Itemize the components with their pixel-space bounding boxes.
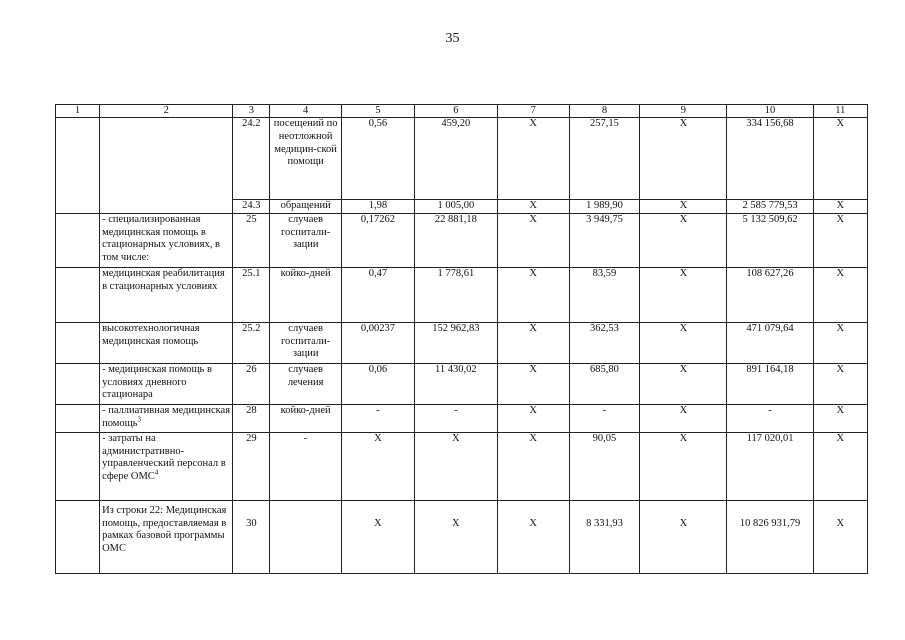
cell-col10: -: [727, 404, 813, 432]
cell-col10: 108 627,26: [727, 267, 813, 322]
cell-code: 24.2: [233, 118, 270, 200]
cell-col8: 362,53: [569, 322, 640, 363]
cell-col8: 90,05: [569, 432, 640, 500]
cell-code: 25.2: [233, 322, 270, 363]
cell-name: Из строки 22: Медицинская помощь, предоставляемая в рамках базовой программы ОМС: [100, 500, 233, 573]
column-header: 11: [813, 105, 867, 118]
cell-col5: 0,06: [342, 363, 415, 404]
cell-col6: 459,20: [414, 118, 497, 200]
cell-col6: 22 881,18: [414, 213, 497, 267]
cell-col11: X: [813, 213, 867, 267]
cell-col9: X: [640, 118, 727, 200]
cell-col1: [56, 500, 100, 573]
table-header-row: [56, 105, 868, 118]
cell-name: высокотехнологичная медицинская помощь: [100, 322, 233, 363]
cell-code: 26: [233, 363, 270, 404]
cell-code: 24.3: [233, 200, 270, 214]
column-header: 8: [569, 105, 640, 118]
cell-col9: X: [640, 404, 727, 432]
cell-col5: 0,47: [342, 267, 415, 322]
cell-col9: X: [640, 213, 727, 267]
cell-col11: X: [813, 200, 867, 214]
cell-unit: койко-дней: [270, 404, 342, 432]
cell-col11: X: [813, 404, 867, 432]
column-header: 3: [233, 105, 270, 118]
column-header: 4: [270, 105, 342, 118]
cell-col10: 891 164,18: [727, 363, 813, 404]
cell-unit: койко-дней: [270, 267, 342, 322]
cell-col7: X: [497, 500, 569, 573]
table-row: [56, 322, 868, 363]
cell-col1: [56, 267, 100, 322]
cell-code: 28: [233, 404, 270, 432]
cell-col10: 117 020,01: [727, 432, 813, 500]
cell-name: [100, 118, 233, 214]
column-header: 1: [56, 105, 100, 118]
cell-unit: случаев госпитали-зации: [270, 213, 342, 267]
column-header: 9: [640, 105, 727, 118]
cell-col9: X: [640, 322, 727, 363]
cell-col5: X: [342, 432, 415, 500]
cell-col6: 11 430,02: [414, 363, 497, 404]
data-table: [55, 104, 868, 574]
cell-col8: 257,15: [569, 118, 640, 200]
cell-col6: X: [414, 432, 497, 500]
cell-name-text: - паллиативная медицинская помощь: [102, 404, 231, 429]
cell-code: 30: [233, 500, 270, 573]
cell-col7: X: [497, 213, 569, 267]
cell-col9: X: [640, 363, 727, 404]
cell-unit: -: [270, 432, 342, 500]
cell-col1: [56, 363, 100, 404]
cell-name: [100, 432, 233, 500]
cell-col9: X: [640, 432, 727, 500]
cell-code: 25.1: [233, 267, 270, 322]
cell-col7: X: [497, 322, 569, 363]
cell-col6: -: [414, 404, 497, 432]
cell-name: [100, 404, 233, 432]
cell-unit: [270, 500, 342, 573]
cell-col9: X: [640, 500, 727, 573]
column-header: 6: [414, 105, 497, 118]
table-row: [56, 363, 868, 404]
cell-col1: [56, 213, 100, 267]
cell-col1: [56, 322, 100, 363]
cell-col5: 1,98: [342, 200, 415, 214]
table-row: [56, 404, 868, 432]
cell-col9: X: [640, 267, 727, 322]
cell-col11: X: [813, 118, 867, 200]
cell-col11: X: [813, 322, 867, 363]
cell-col10: 10 826 931,79: [727, 500, 813, 573]
cell-unit: посещений по неотложной медицин-ской помощи: [270, 118, 342, 200]
table-row: [56, 267, 868, 322]
column-header: 2: [100, 105, 233, 118]
cell-col11: X: [813, 267, 867, 322]
column-header: 5: [342, 105, 415, 118]
cell-col10: 471 079,64: [727, 322, 813, 363]
cell-col7: X: [497, 267, 569, 322]
table-row: [56, 213, 868, 267]
cell-name: - медицинская помощь в условиях дневного стационара: [100, 363, 233, 404]
cell-col11: X: [813, 500, 867, 573]
cell-col7: X: [497, 404, 569, 432]
column-header: 10: [727, 105, 813, 118]
cell-name: - специализированная медицинская помощь в стационарных условиях, в том числе:: [100, 213, 233, 267]
page-number: 35: [445, 31, 460, 46]
cell-col10: 334 156,68: [727, 118, 813, 200]
cell-col7: X: [497, 432, 569, 500]
cell-col5: -: [342, 404, 415, 432]
cell-col1: [56, 432, 100, 500]
cell-col6: 152 962,83: [414, 322, 497, 363]
cell-col7: X: [497, 200, 569, 214]
cell-col8: 1 989,90: [569, 200, 640, 214]
cell-unit: обращений: [270, 200, 342, 214]
cell-col10: 2 585 779,53: [727, 200, 813, 214]
cell-code: 25: [233, 213, 270, 267]
footnote-mark: 3: [137, 415, 142, 424]
cell-col7: X: [497, 363, 569, 404]
cell-col8: 3 949,75: [569, 213, 640, 267]
cell-col5: 0,56: [342, 118, 415, 200]
cell-col6: 1 005,00: [414, 200, 497, 214]
footnote-mark: 4: [154, 468, 159, 477]
cell-unit: случаев госпитали-зации: [270, 322, 342, 363]
table-row: [56, 500, 868, 573]
cell-col7: X: [497, 118, 569, 200]
cell-col6: X: [414, 500, 497, 573]
table-row: [56, 432, 868, 500]
cell-col8: 685,80: [569, 363, 640, 404]
cell-name-text: - затраты на административно-управленческий персонал в сфере ОМС: [102, 432, 226, 483]
cell-col8: -: [569, 404, 640, 432]
cell-code: 29: [233, 432, 270, 500]
cell-col6: 1 778,61: [414, 267, 497, 322]
cell-col9: X: [640, 200, 727, 214]
cell-col5: X: [342, 500, 415, 573]
cell-unit: случаев лечения: [270, 363, 342, 404]
cell-col10: 5 132 509,62: [727, 213, 813, 267]
column-header: 7: [497, 105, 569, 118]
cell-name: медицинская реабилитация в стационарных условиях: [100, 267, 233, 322]
cell-col5: 0,00237: [342, 322, 415, 363]
cell-col5: 0,17262: [342, 213, 415, 267]
cell-col11: X: [813, 432, 867, 500]
cell-col8: 83,59: [569, 267, 640, 322]
cell-col8: 8 331,93: [569, 500, 640, 573]
cell-col1: [56, 404, 100, 432]
cell-col1: [56, 118, 100, 214]
cell-col11: X: [813, 363, 867, 404]
table-row: [56, 118, 868, 200]
